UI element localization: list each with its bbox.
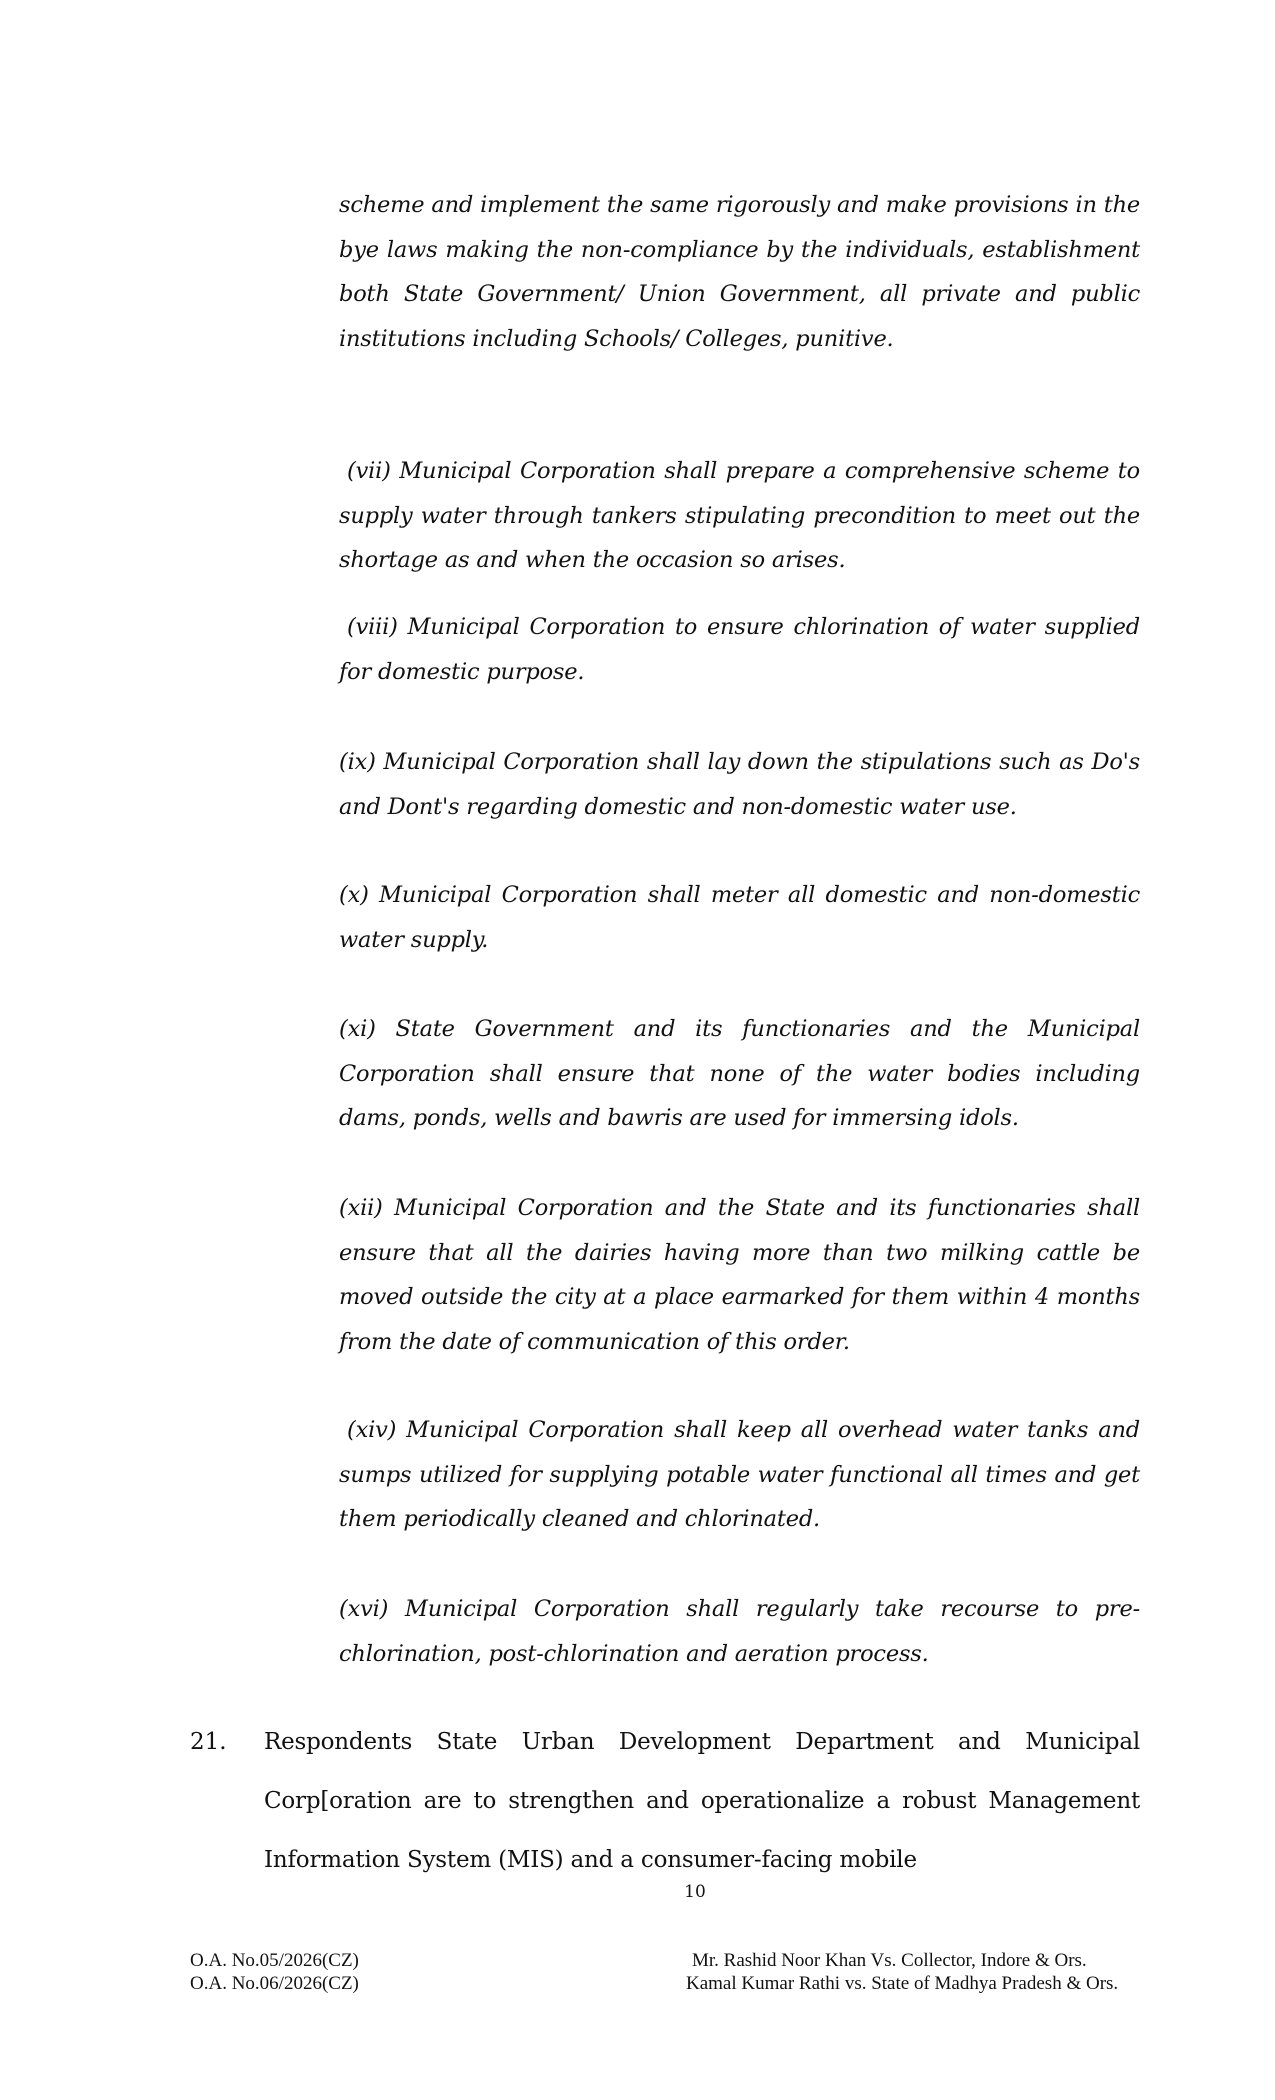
direction-ix: (ix) Municipal Corporation shall lay down the stipulations such as Do's and Dont's regarding domestic and non-domestic water use.	[339, 749, 1140, 820]
direction-xvi: (xvi) Municipal Corporation shall regularly take recourse to pre-chlorination, post-chlorination and aeration process.	[339, 1596, 1140, 1667]
direction-xi: (xi) State Government and its functionaries and the Municipal Corporation shall ensure that none of the water bodies including dams, ponds, wells and bawris are used for immersing idols.	[339, 1016, 1140, 1132]
direction-viii: (viii) Municipal Corporation to ensure chlorination of water supplied for domestic purpose.	[339, 614, 1140, 685]
footer-case-titles	[686, 1949, 1118, 1995]
paragraph-continuation: scheme and implement the same rigorously and make provisions in the bye laws making the non-compliance by the individuals, establishment both State Government/ Union Government, all private and public institutions including Schools/ Colleges, punitive.	[339, 192, 1140, 353]
direction-x: (x) Municipal Corporation shall meter all domestic and non-domestic water supply.	[339, 882, 1140, 953]
footer-case-numbers	[190, 1949, 359, 1995]
footer-title-1: Mr. Rashid Noor Khan Vs. Collector, Indore & Ors.	[692, 1950, 1087, 1971]
page-number: 10	[684, 1882, 706, 1902]
footer-case-1: O.A. No.05/2026(CZ)	[190, 1950, 359, 1971]
footer-title-2: Kamal Kumar Rathi vs. State of Madhya Pradesh & Ors.	[686, 1973, 1119, 1994]
paragraph-number: 21.	[190, 1729, 227, 1755]
direction-xiv: (xiv) Municipal Corporation shall keep all overhead water tanks and sumps utilized for supplying potable water functional all times and get them periodically cleaned and chlorinated.	[339, 1417, 1140, 1533]
direction-xii: (xii) Municipal Corporation and the State and its functionaries shall ensure that all the dairies having more than two milking cattle be moved outside the city at a place earmarked for them within 4 months from the date of communication of this order.	[339, 1195, 1140, 1356]
footer-case-2: O.A. No.06/2026(CZ)	[190, 1973, 359, 1994]
paragraph-21: Respondents State Urban Development Department and Municipal Corp[oration are to strengthen and operationalize a robust Management Information System (MIS) and a consumer-facing mobile	[264, 1729, 1140, 1873]
direction-vii: (vii) Municipal Corporation shall prepare a comprehensive scheme to supply water through tankers stipulating precondition to meet out the shortage as and when the occasion so arises.	[339, 458, 1140, 574]
